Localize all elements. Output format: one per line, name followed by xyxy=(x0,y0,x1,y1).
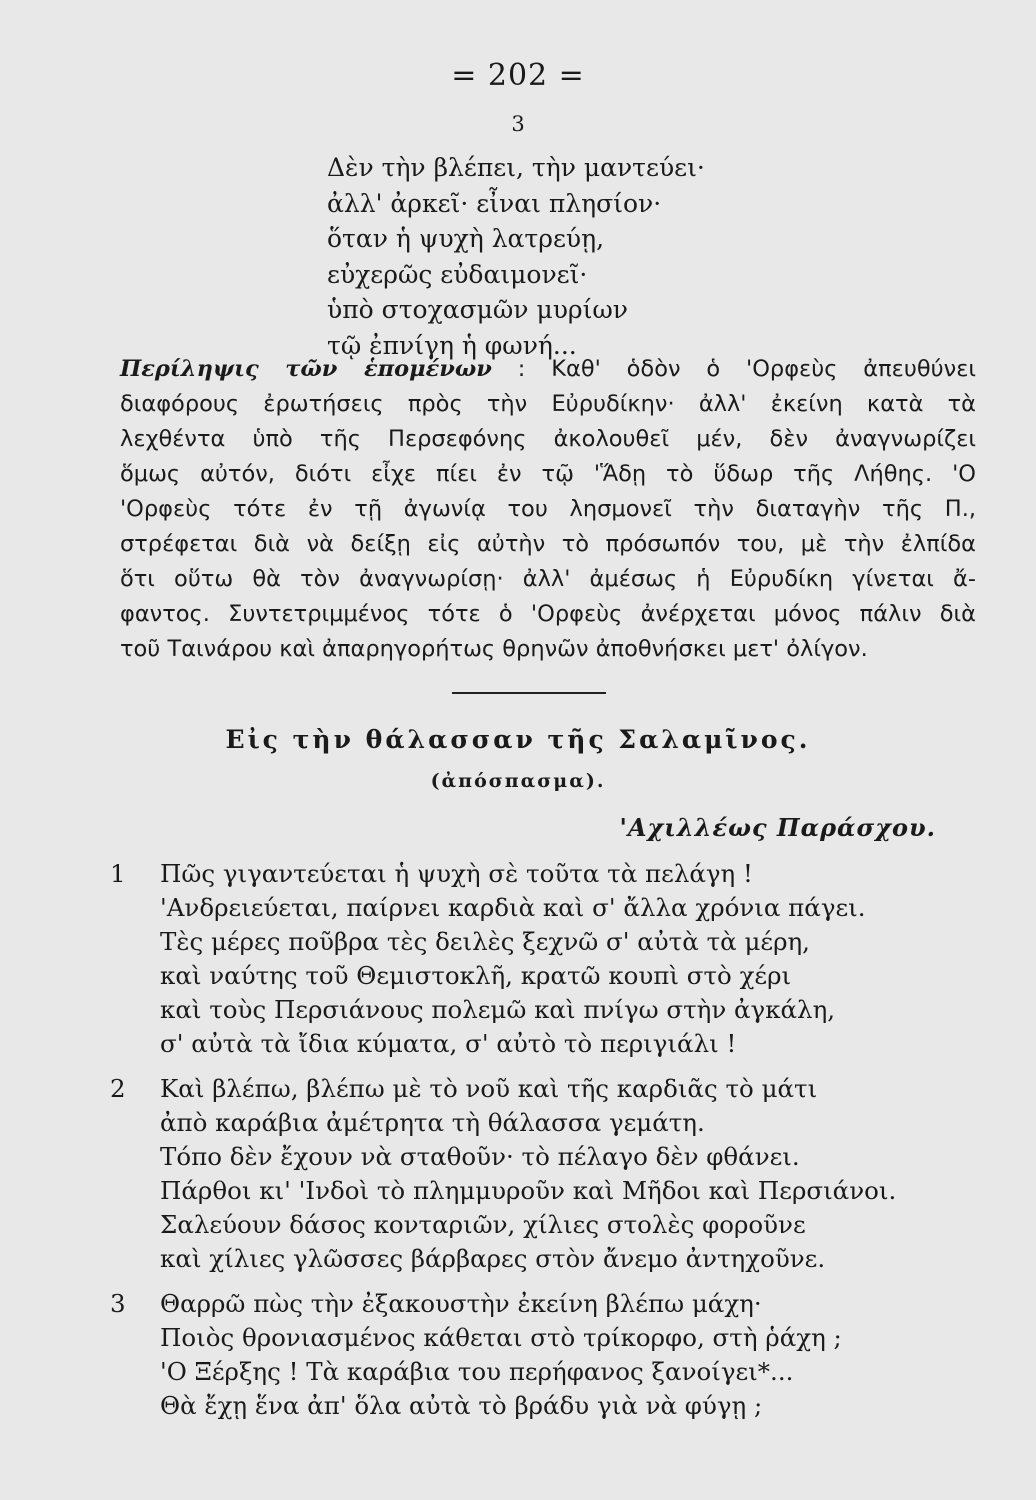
summary-line: τοῦ Ταινάρου καὶ ἀπαρηγορήτως θρηνῶν ἀποθνήσκει μετ' ὀλίγον. xyxy=(120,636,868,662)
summary-label: Περίληψις τῶν ἑπομένων xyxy=(120,356,492,382)
verse-line: τῷ ἐπνίγη ἡ φωνή... xyxy=(327,330,577,360)
verse-line: ἀπὸ καράβια ἀμέτρητα τὴ θάλασσα γεμάτη. xyxy=(160,1108,705,1137)
summary-line: λεχθέντα ὑπὸ τῆς Περσεφόνης ἀκολουθεῖ μέν, δὲν ἀναγνωρίζει xyxy=(120,426,976,452)
verse-line: Πάρθοι κι' 'Ινδοὶ τὸ πλημμυροῦν καὶ Μῆδοι καὶ Περσιάνοι. xyxy=(160,1176,897,1205)
stanza-number: 1 xyxy=(110,859,126,888)
summary-paragraph xyxy=(120,352,976,667)
poem-part-lines xyxy=(327,150,705,363)
summary-line: φαντος. Συντετριμμένος τότε ὁ 'Ορφεὺς ἀνέρχεται μόνος πάλιν διὰ xyxy=(120,601,976,627)
verse-line: καὶ ναύτης τοῦ Θεμιστοκλῆ, κρατῶ κουπὶ στὸ χέρι xyxy=(160,961,792,990)
verse-line: Θὰ ἔχῃ ἕνα ἀπ' ὅλα αὐτὰ τὸ βράδυ γιὰ νὰ φύγῃ ; xyxy=(160,1391,763,1420)
verse-line: Δὲν τὴν βλέπει, τὴν μαντεύει· xyxy=(327,153,705,182)
verse-line: ὅταν ἡ ψυχὴ λατρεύῃ, xyxy=(327,224,605,253)
verse-line: ὑπὸ στοχασμῶν μυρίων xyxy=(327,295,628,324)
stanza-number: 3 xyxy=(110,1289,126,1318)
stanza-number: 2 xyxy=(110,1074,126,1103)
stanza xyxy=(110,1287,842,1423)
summary-line: 'Ορφεὺς τότε ἐν τῇ ἀγωνίᾳ του λησμονεῖ τὴν διαταγὴν τῆς Π., xyxy=(120,496,976,522)
summary-line: ὅτι οὕτω θὰ τὸν ἀναγνωρίσῃ· ἀλλ' ἀμέσως ἡ Εὐρυδίκη γίνεται ἄ- xyxy=(120,566,976,592)
verse-line: Πῶς γιγαντεύεται ἡ ψυχὴ σὲ τοῦτα τὰ πελάγη ! xyxy=(160,859,753,888)
stanza xyxy=(110,857,866,1061)
verse-line: ἀλλ' ἀρκεῖ· εἶναι πλησίον· xyxy=(327,188,662,218)
section-divider xyxy=(452,692,606,694)
verse-line: 'Ο Ξέρξης ! Τὰ καράβια του περήφανος ξανοίγει*... xyxy=(160,1357,794,1386)
verse-line: 'Ανδρειεύεται, παίρνει καρδιὰ καὶ σ' ἄλλα χρόνια πάγει. xyxy=(160,893,866,922)
summary-line: διαφόρους ἐρωτήσεις πρὸς τὴν Εὐρυδίκην· ἀλλ' ἐκείνη κατὰ τὰ xyxy=(120,391,976,417)
summary-text: : Καθ' ὁδὸν ὁ 'Ορφεὺς ἀπευθύνει xyxy=(517,356,976,382)
poem-part-number: 3 xyxy=(511,112,525,136)
verse-line: Σαλεύουν δάσος κονταριῶν, χίλιες στολὲς φοροῦνε xyxy=(160,1210,806,1239)
summary-line: στρέφεται διὰ νὰ δείξῃ εἰς αὐτὴν τὸ πρόσωπόν του, μὲ τὴν ἐλπίδα xyxy=(120,531,976,557)
verse-line: Τὲς μέρες ποῦβρα τὲς δειλὲς ξεχνῶ σ' αὐτὰ τὰ μέρη, xyxy=(160,927,810,956)
page-number: = 202 = xyxy=(451,58,585,93)
verse-line: καὶ χίλιες γλῶσσες βάρβαρες στὸν ἄνεμο ἀντηχοῦνε. xyxy=(160,1244,826,1273)
verse-line: καὶ τοὺς Περσιάνους πολεμῶ καὶ πνίγω στὴν ἀγκάλη, xyxy=(160,995,836,1024)
poem-author: 'Αχιλλέως Παράσχου. xyxy=(619,813,936,842)
verse-line: σ' αὐτὰ τὰ ἴδια κύματα, σ' αὐτὸ τὸ περιγιάλι ! xyxy=(160,1029,737,1058)
verse-line: Καὶ βλέπω, βλέπω μὲ τὸ νοῦ καὶ τῆς καρδιᾶς τὸ μάτι xyxy=(160,1074,818,1103)
verse-line: Τόπο δὲν ἔχουν νὰ σταθοῦν· τὸ πέλαγο δὲν φθάνει. xyxy=(160,1142,800,1171)
summary-line: ὅμως αὐτόν, διότι εἶχε πίει ἐν τῷ 'Ἅδῃ τὸ ὕδωρ τῆς Λήθης. 'Ο xyxy=(120,461,976,487)
poem-subtitle: (ἀπόσπασμα). xyxy=(430,770,606,792)
poem-title: Εἰς τὴν θάλασσαν τῆς Σαλαμῖνος. xyxy=(225,725,811,754)
verse-line: Θαρρῶ πὼς τὴν ἐξακουστὴν ἐκείνη βλέπω μάχη· xyxy=(160,1289,762,1318)
summary-line xyxy=(120,352,976,387)
verse-line: εὐχερῶς εὐδαιμονεῖ· xyxy=(327,259,588,289)
stanza xyxy=(110,1072,896,1276)
verse-line: Ποιὸς θρονιασμένος κάθεται στὸ τρίκορφο, στὴ ῥάχη ; xyxy=(160,1323,842,1352)
